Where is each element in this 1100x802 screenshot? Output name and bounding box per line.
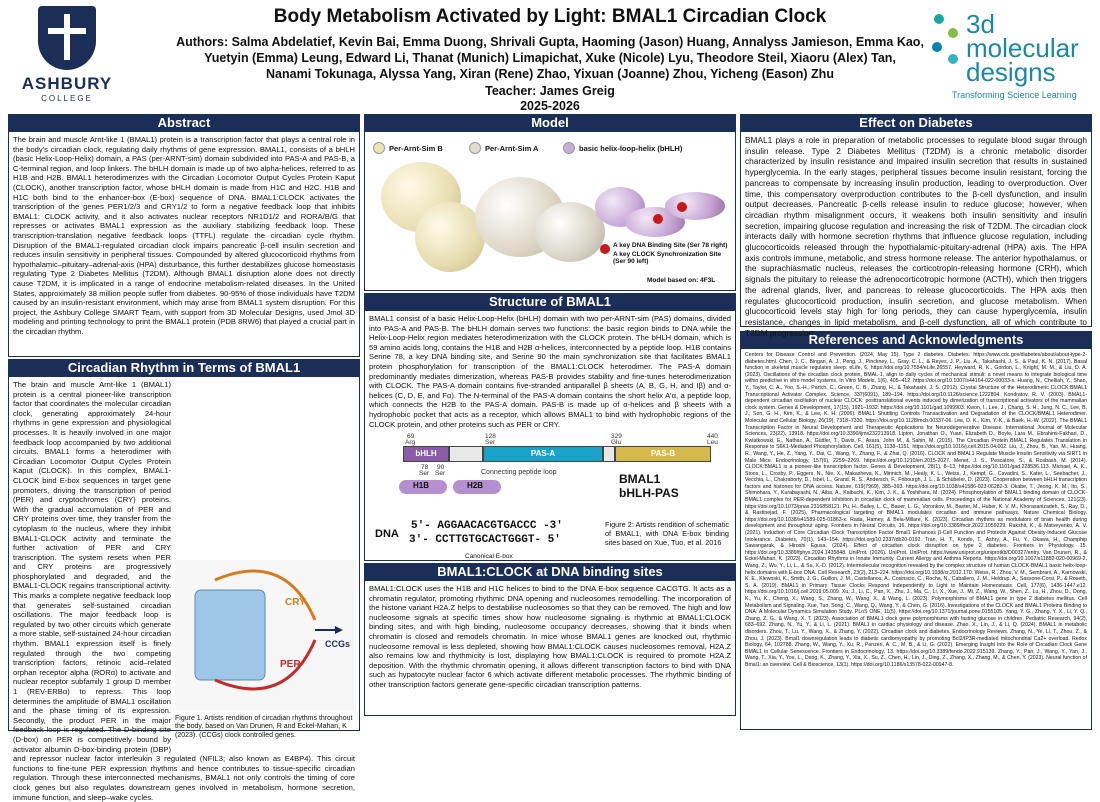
abstract-body bbox=[8, 131, 360, 357]
connecting-loop-label: Connecting peptide loop bbox=[481, 469, 557, 477]
ser78-marker bbox=[653, 214, 663, 224]
per-label: PER bbox=[280, 659, 301, 670]
authors-line3: Nanami Tokunaga, Alyssa Yang, Xiran (Rene) Zhao, Yixuan (Joanne) Zhou, Yicheng (Eason) Zhu bbox=[266, 67, 834, 81]
key-clock-label: A key CLOCK Synchronization Site (Ser 90 left) bbox=[613, 251, 722, 265]
dna-binding-heading: BMAL1:CLOCK at DNA binding sites bbox=[364, 563, 736, 580]
figure1-caption: Figure 1. Artists rendition of circadian rhythms throughout the body, based on Van Drunen, R and Eckel-Mahan, K (2023). (CCGs) clock controlled genes. bbox=[175, 714, 353, 739]
model-based-label: Model based on: 4F3L bbox=[647, 277, 716, 284]
figure2-caption: Figure 2: Artists rendition of schematic of BMAL1, with DNA E-box binding sites based on Xue, Tuo, et al. 2016 bbox=[605, 520, 729, 548]
dna-bottom-strand: 3'- CCTTGTGCACTGGGT- 5' bbox=[409, 534, 561, 547]
ccgs-label: CCGs bbox=[325, 639, 351, 649]
abstract-heading: Abstract bbox=[8, 114, 360, 131]
molecule-dots-icon bbox=[930, 14, 964, 68]
circadian-paragraph: The brain and muscle Arnt-like 1 (BMAL1) protein is a central pioneer-like transcription factor that coordinates the molecular circadian clock, generating approximately 24-hour rhythms in gene expression and physiological processes. It is heavily involved in one major feedback loop accompanied by two additional circuits. BMAL1 forms a heterodimer with Circadian Locomotor Output Cycles Protein Kaput (CLOCK). In this complex, BMAL1-CLOCK bind E-box sequences in target gene promoters, driving the transcription of period (PER) and cryptochromes (CRY) proteins. With the gradual accumulation of PER and CRY proteins over time, they transfer from the cytoplasm to the nucleus, where they inhibit BMAL1-CLOCK activity and terminate the further activation of PER and CRY transcription. The system resets when PER and CRY proteins are progressively phosphorylated and degraded, and the BMAL1-CLOCK regains transcriptional activity. This marks a complete negative feedback loop that generates self-sustained circadian oscillations. The major feedback loop is regulated by two other circuits which generate a more stable, self-sustained 24-hour circadian rhythm. BMAL1 expression itself is finely regulated through the two competing transcription factors, retinoic acid–related orphan receptor alpha (RORα) to activate and nuclear receptor subfamily 1 group D member 1 (REV-ERBα) to repress. This loop determines the amplitude of BMAL1 oscillation and the phase timing of its expression. Secondly, the product PER in the major feedback loop is regulated. The D-binding site (D-box) on PER is competitively bound by activator albumin D-box-binding protein (DBP) and repressor nuclear factor interleukin 3 regulated (NFIL3; also known as E4BP4). This circuit functions to fine-tune PER expression rhythms and hence contributes to tissue-specific circadian regulation. Through these interconnected mechanisms, BMAL1 not only controls the timing of core clock genes but also regulates downstream genes involved in metabolism, hormone secretion, immune function, and sleep–wake cycles. bbox=[13, 380, 355, 802]
dna-top-strand: 5'- AGGAACACGTGACCC -3' bbox=[411, 520, 563, 533]
authors-line1: Salma Abdelatief, Kevin Bai, Emma Duong, Shrivali Gupta, Haoming (Jason) Huang, Annalyss Jamieson, Emma Kao, bbox=[231, 35, 924, 49]
structure-figure: 69 Arg 128 Ser 329 Glu 440 Leu bHLH PAS-A PAS-B 78 Ser 90 Ser Connecting peptide loop H1B H2B BMAL1 bHLH-PAS 5'- AGGAACACGTGACCC -3' 3'- CCTTGTGCACTGGGT- 5' DNA Canonical E-box Figure 2: Artists rendition of schematic of BMAL1, with DNA E-box binding sites based on Xue, Tuo, et al. 2016 bbox=[375, 433, 729, 561]
authors bbox=[170, 34, 930, 82]
poster-title: Body Metabolism Activated by Light: BMAL1 Circadian Clock bbox=[273, 6, 827, 27]
authors-line2: Yuetyin (Emma) Leung, Edward Li, Thanat (Munich) Limapichat, Xuke (Nicole) Lyu, Theodore Steil, Xiaoru (Alex) Tan, bbox=[204, 51, 896, 65]
references-text: Centers for Disease Control and Prevention. (2024, May 15). Type 2 diabetes. Diabetes. https://www.cdc.gov/diabetes/about/about-type-2-diabetes.html. Chen, J. C., Bingan, A. J., Peng, J., Pinckney, L., Gray, C. L., & Reyes, J. P., Liu, A., Takahashi, J. S., & Paul, K. N. (2017). Basal function in skeletal muscle regulates sleep. eLife, 6, https://doi.org/10.7554/eLife.26557. Heyward, R. K., Gordon, L., Knight, M. M., & Liu, D. A. (2023). Oscillations of the circadian clock protein, BMAL-1, align to daily cycles of mechanical stimuli: a novel means to integrate biological time within predictive in vitro model systems. In Vitro Models, 1(6), 405–412. https://doi.org/10.1007/s44164-022-00033-x. Huang, N., Chelliah, Y., Shan, Y., Taylor, C. A., Yoo, S.-H., Partch, C., Green, C. B., Zhang, H., & Takahashi, J. S. (2012). Crystal Structure of the Heterodimeric CLOCK:BMAL1 Transcriptional Activator Complex. Science, 337(6091), 189–194. https://doi.org/10.1126/science.1222804. Kondratov, R. V. (2003). BMAL1-dependent circadian oscillation of nuclear CLOCK: posttranslational events induced by dimerization of transcriptional activators of the mammalian clock system. Genes & Development, 17(15), 1921–1932. https://doi.org/10.1101/gad.1099903. Kwon, I., Lee, J., Chang, S. H., Jung, N. C., Lee, B. J., Son, G. H., Kim, K., & Lee, K. H. (2006). BMAL1 Shuttling Controls Transactivation and Degradation of the CLOCK/BMAL1 Heterodimer. Molecular and Cellular Biology, 26(19), 7318–7330. https://doi.org/10.1128/mcb.00337-06. Lee, D. K., Kim, Y.-K., & Baek, H.-W. (2022). The BMAL1 Transcription Factor in Neural Development and Therapeutic Applications for Neurodegenerative Disease. International Journal of Molecular Sciences, 23(22), 13918. https://doi.org/10.3390/ijms232213918. Lipton, Jonathan O., Yuan, Elizabeth D., Boyle, Lara M., Ebrahimi-Fakhari, D., Kwiatkowski, E., Nathan, A., Güttler, T., Davis, F., Asara, John M., & Sahin, M. (2015). The Circadian Protein BMAL1 Regulates Translation in Response to S6K1-Mediated Phosphorylation. Cell, 161(5), 1138–1151. https://doi.org/10.1016/j.cell.2015.04.002. Liu, J., Zhou, B., Yan, M., Huang, R., Wang, Y., He, Z., Yang, Y., Dai, C., Wang, Y., Zhang, F., & Zhai, Q. (2016). CLOCK and BMAL1 Regulate Muscle Insulin Sensitivity via SIRT1 in Male Mice. Endocrinology, 157(6), 2259–2269. https://doi.org/10.1210/en.2015-2027. Menet, J. S., Pescatore, S., & Rosbash, M. (2014). CLOCK:BMAL1 is a pioneer-like transcription factor. Genes & Development, 28(1), 8–13. https://doi.org/10.1101/gad.228536.113. Michael, A. K., Stoos, L., Crosby, P., Eggers, N., Nie, X., Makasheva, K., Minnich, M., Healy, K. L., Weiss, J., Kempf, G., Cavadini, S., Kater, L., Seebacher, J., Vecchia, L., Chakraborty, D., Isbel, L., Grand, R. S., Andersch, F., Fribourgh, J. L., & Schübeler, D. (2023). Cooperation between bHLH transcription factors and histones for DNA access. Nature, 619(7969), 385–393. https://doi.org/10.1038/s41586-023-06282-3. Okabe, T., Jeong, K. M., Ito, S., Shimohara, Y., Kurabayashi, N., Aiba, A., Kaibuchi, K., Kim, J. K., & Yoshihara, M. (2024). Phosphorylation of BMAL1 binding domain of CLOCK-BMAL1 complex for PER-dependent inhibition in circadian clock of mammalian cells. Proceedings of the National Academy of Sciences, 121(23). https://doi.org/10.1073/pnas.2316858121. Pu, H., Bailey, L. C., Bauer, L. G., Voronkov, M., Baxter, M., Huber, K. V. M., Khorasanizadeh, S., Ray, D., & Rastinejad, F. (2025). Pharmacological targeting of BMAL1 modulates circadian and immune pathways. Nature Chemical Biology. https://doi.org/10.1038/s41589-025-01863-x. Rada, Hamey, & Bela-Millare, K. (2023). Circadian rhythms as modulators of brain health during development and throughout aging. Frontiers in Neural Circuits, 16. https://doi.org/10.3389/fncir.2022.1059229. Rakshit, K., & Matveyenko, A. V. (2021). Induction of Core Circadian Clock Transcription Factor Bmal1 Enhances β-Cell Function and Protects Against Obesity-Induced Glucose Intolerance. Diabetes, 70(1), 143–154. https://doi.org/10.2337/db20-0192. Tran, H. T., Kondo, T., Ashry, A., Fu, Y., Okawa, H., Champhip Sawangarak, & Hiroshi Egusa. (2024). Effect of circadian clock disruption on type 2 diabetes. Frontiers in Physiology, 15. https://doi.org/10.3389/fphys.2024.1435848. UniProt. (2026). UniProt. UniProt. https://www.uniprot.org/uniprotkb/O00327/entry. Van Drunen, R., & Eckel-Mahan, K. (2023). Circadian Rhythms in Innate Immunity. Current Allergy and Asthma Reports. https://doi.org/10.1007/s11882-020-00969-2. Wang, Z., Wu, Y., Li, L., & Su, X.-D. (2012). Intermolecular recognition revealed by the complex structure of human CLOCK-BMAL1 basic helix-loop-helix domains with E-box DNA. Cell Research, 23(2), 213–224. https://doi.org/10.1038/cr.2012.170. Weiss, R., Zhou, V. M., Sembrani, A., Karnowski, K. E., Klewoski, K., Smith, J. G., Guillon, J. M., Castellanos, A., Cosinscio, C., Rocha, N., Caballero, J. M., Heldrup, A., Sassone-Corsi, P., & Roseth, S. A. (2019). BMAL1 in Primary Tissue Clocks Respond Independently to Light to Maintain Homeostasis. Cell, 177(6), 1436-1447.e12. https://doi.org/10.1016/j.cell.2019.05.009. Xu, J., Li, C., Pan, X., Zhu, J., Ma, C., Li, X., Xue, J., Mi, Z., Wang, W., Shen, Z., Lu, H., Zhou, D., Dong, K., Yu, K., Cheng, X., Wang, S., Zhang, W., Wang, X., & Wang, L. (2023). Polymorphisms of BMAL1 gene in type 2 diabetes mellitus. Cell Metabolism and Signaling. Xue, Tuo, Song, C., Wang, Q., Wang, Y., & Chen, G. (2016). Investigations of the CLOCK and BMAL1 Proteins Binding to DNA: A Molecular Dynamics Simulation Study. PLoS ONE, 11(5). https://doi.org/10.1371/journal.pone.0155105. Yang, Y. G., Zhang, Y. X., Li, Y. Q., Zhang, Z. G., & Wang, X. T. (2023). Association of BMAL1 clock gene polymorphisms with fasting glucose in children. Pediatric Research, 94(2), 683–692. Zhang, N., Yu, Y., & Li, L. (2021). BMAL1 in cardiac physiology and disease. Zhao, X., Lin, J., & Li, Q. (2024). BMAL1 in metabolic disorders. Zhou, T., Lu, Y., Wang, X., & Zhang, Y. (2022). Circadian clock and diabetes. Endocrinology Reviews. Zhang, N., Ye, Li, T., Zhou, Z., & Zhou, J. (2023). Bmal1 downregulation leads to diabetic cardiomyopathy by promoting Bcl2/IP3R-mediated mitochondrial Ca2+ overload. Redox Biology, 64, 102788. Zhang, W., Wang, Y., Xu, R., Panzeri, A. C., M, B., & Li, G. (2022). Emerging Insight Into the Role of Circadian Clock Gene BMAL1 in Cellular Senescence. Frontiers in Endocrinology, 13. https://doi.org/10.3389/fendo.2022.915139. Zhang, Y., Pan, J., Wang, Y., Yan, J., Wang, T., Xia, Y., You, L., Deng, K., Zhang, Y., Xia, X., Su, Z., Chen, H., Lin, J., Ding, Z., Zhang, X., Zhang, M., & Chen, Y. (2023). Neural function of Bmal1: an overview. Cell & Bioscience, 13(1). https://doi.org/10.1186/s13578-022-00947-8. bbox=[745, 352, 1087, 668]
references-body bbox=[740, 348, 1092, 730]
dna-binding-body bbox=[364, 580, 736, 716]
right-column bbox=[740, 114, 1092, 730]
key-dna-label: A key DNA Binding Site (Ser 78 right) bbox=[613, 242, 728, 249]
3d-molecular-designs-logo bbox=[930, 10, 1080, 105]
teacher: Teacher: James Greig bbox=[485, 84, 615, 98]
ebox-label: Canonical E-box bbox=[465, 553, 513, 561]
protein-name: BMAL1 bHLH-PAS bbox=[619, 472, 679, 501]
ashbury-logo bbox=[12, 6, 122, 106]
structure-text: BMAL1 consist of a basic Helix-Loop-Helix (bHLH) domain with two per-ARNT-sim (PAS) domains, divided into PAS-A and PAS-B. The bHLH domain serves two functions: the basic region binds to DNA while the Helix-Loop-Helix region mediates heterodimerization with the CLOCK protein. The bHLH domain, which is 59 amino acids long, contains the H1B and H2B α-helices, interconnected by a peptide loop. H1B contains Serine 78, a key DNA binding site, and Serine 90 the main synchronization site that facilitates BMAL1 protein phosphorylation for transcription of the BMAL1:CLOCK heterodimer. The PAS-A domain predominantly mediates dimerization, whereas PAS-B provides stability and fine-tunes heterodimerization with CLOCK. The PAS-A domain contains five-stranded antiparallel β sheets (A, B, G, H, and Iβ) and α-helices (C, D, E, and Fα). The N-terminal of the PAS-A domain contains the short helix A'α, a peptide loop, which connects the H2B to the PAS-A domain. PAS-B is made up of α-helices and β sheets with a hydrophobic pocket that acts as a receptor, which allows BMAL1 to bind with hydrophobic regions of the CLOCK protein, and other proteins such as PER or CRY. bbox=[369, 314, 731, 429]
shield-icon bbox=[38, 6, 96, 70]
bhlh-label: basic helix-loop-helix (bHLH) bbox=[579, 144, 683, 153]
year: 2025-2026 bbox=[520, 99, 580, 113]
poster-header bbox=[0, 0, 1100, 113]
circadian-body bbox=[8, 376, 360, 802]
structure-heading: Structure of BMAL1 bbox=[364, 293, 736, 310]
references-heading: References and Acknowledgments bbox=[740, 331, 1092, 348]
circadian-text bbox=[13, 380, 355, 802]
model-heading: Model bbox=[364, 114, 736, 131]
bhlh-legend-swatch bbox=[563, 142, 575, 154]
helix-diagram: H1B H2B bbox=[399, 480, 509, 496]
brand-tagline: Transforming Science Learning bbox=[952, 90, 1077, 100]
ashbury-name: ASHBURY bbox=[21, 74, 113, 93]
abstract-text: The brain and muscle Arnt-like 1 (BMAL1) protein is a transcription factor that plays a central role in the body's circadian clock, regulating daily rhythms of gene expression. BMAL1, consists of a bHLH (basic Helix-Loop-Helix) domain, a PAS (per-ARNT-sim) domain subdivided into PAS-A and PAS-B, a C-terminal region, and loop linkers. The bHLH domain is made up of two alpha-helices, referred to as H1B and H2B. BMAL1 heterodimerizes with the Circadian Locomotor Output Cycles Protein Kaput (CLOCK), another transcription factor, whose bHLH domain is made from H1C and H2C. H1B and H1C both bind to the enhancer-box (E-box) sequence of DNA. BMAL1:CLOCK activates the transcription of the genes PER1/2/3 and CRY1/2 to form a negative feedback loop that inhibits BMAL1: CLOCK activity, and it also activates nuclear receptors NR1D1/2 and RORA/B/G that represses or activates BMAL1 expression as the auxiliary stabilizing feedback loop. These transcription-translation negative feedback loops (TTFL) regulate the circadian cycle rhythm. Disruption of the BMAL1-regulated circadian clock impairs pancreatic β-cell insulin secretion and reduces insulin sensitivity in peripheral tissues. Compounded by altered glucocorticoid rhythms from hypothalamic–pituitary–adrenal-axis (HPA) disturbance, this further destabilizes glucose homeostasis regulating Type 2 Diabetes Mellitus (T2DM). Although BMAL1 disruption alone does not directly cause T2DM, it is implicated in a range of endocrine metabolism-related diseases. In the United States, approximately 38 million people suffer from diabetes. 90-95% of those individuals have T2DM caused by an insulin-resistant environment, which may arise from BMAL1 system disruption. For this project, the Ashbury College SMART Team, with support from 3D Molecular Designs, used Jmol 3D modeling and printing technology to print the BMAL1 protein (PDB 8RW6) that played a crucial part in the circadian rhythm. bbox=[13, 135, 355, 336]
diabetes-text: BMAL1 plays a role in preparation of metabolic processes to regulate blood sugar through insulin release. Type 2 Diabetes Mellitus (T2DM) is a chronic metabolic disorder characterized by insulin resistance and impaired insulin secretion that results in sustained hyperglycemia. In the early stages, peripheral tissues become insulin resistant, forcing the pancreas to compensate by increasing insulin production, leading to overproduction. Over time, this compensatory overproduction contributes to the β-cell dysfunction, and insulin output decreases. Pancreatic β-cells release insulin to reduce glucose; however, when circadian rhythm misalignment occurs, it weakens both insulin sensitivity and insulin secretion, impairing glucose regulation and increasing the risk of T2DM. The circadian clock interacts daily with hormone secretion rhythms that influence glucose regulation, including glucocorticoids released through the hypothalamic-pituitary-adrenal (HPA) axis. The HPA axis controls immune, metabolic, and stress hormone release. The anterior hypothalamus, or the suprachiasmatic nucleus, releases the corticotropin-releasing hormone (CRH), which signals the pituitary to release the adrenocorticotropic hormone (ACTH), which then triggers the adrenal glands, liver, and pancreas to release glucocorticoids. The HPA axis then regulates glucocorticoid production, insulin secretion, and glucose metabolism. When glucocorticoid levels stay high for long periods, they can cause hyperglycemia, insulin resistance, changes in lipid metabolism, and β-cell dysfunction, all of which contribute to T2DM progression. bbox=[745, 135, 1087, 338]
pasa-legend-swatch bbox=[469, 142, 481, 154]
circadian-figure-graphic bbox=[175, 560, 355, 710]
diabetes-heading: Effect on Diabetes bbox=[740, 114, 1092, 131]
middle-column bbox=[364, 114, 736, 716]
model-photo bbox=[364, 131, 736, 291]
dna-label: DNA bbox=[375, 528, 399, 541]
ashbury-sub: COLLEGE bbox=[41, 94, 93, 103]
ser90-marker bbox=[677, 202, 687, 212]
circadian-heading: Circadian Rhythm in Terms of BMAL1 bbox=[8, 359, 360, 376]
diabetes-body bbox=[740, 131, 1092, 338]
left-column bbox=[8, 114, 360, 802]
brand-name: 3d molecular designs bbox=[966, 9, 1079, 87]
pasb-label: Per-Arnt-Sim B bbox=[389, 144, 443, 153]
key-site-legend-swatch bbox=[600, 244, 610, 254]
pasa-label: Per-Arnt-Sim A bbox=[485, 144, 539, 153]
cry-label: CRY bbox=[285, 597, 306, 608]
title-block bbox=[170, 6, 930, 113]
dna-binding-text: BMAL1:CLOCK uses the H1B and H1C helices to bind to the DNA E-box sequence CACGTG. It acts as a chromatin regulator, promoting rhythmic DNA opening and nucleosomes remodelling. The incorporation of the histone variant H2A.Z helps to destabilise nucleosomes so that they can be removed. The high and low nucleosome signals at specific times show how nucleosome signaling is rhythmic at BMAL1:CLOCK binding sites, and with high binding, nucleosome occupancy decreases, showing that it binds when chromatin is closed and remodels chromatin. In mice whose BMAL1 genes are knocked out, rhythmic nucleosome removal is less depleted, showing how BMAL1:CLOCK causes nucleosomes removal, H2A.Z also remains low and rhythmicity is lost, displaying how BMAL1:CLOCK is required to promote H2A.Z deposition. With the rhythmic chromatin opening, it allows different transcription factors to bind with DNA such as hypatocyte nuclear factor 6 which activate different metabolic processes. The rhythmic binding of other transcription factors generate gene-specific circadian transcription patterns. bbox=[369, 584, 731, 689]
pasb-legend-swatch bbox=[373, 142, 385, 154]
structure-body bbox=[364, 310, 736, 561]
circadian-figure bbox=[175, 560, 355, 750]
authors-label: Authors: bbox=[176, 35, 229, 49]
